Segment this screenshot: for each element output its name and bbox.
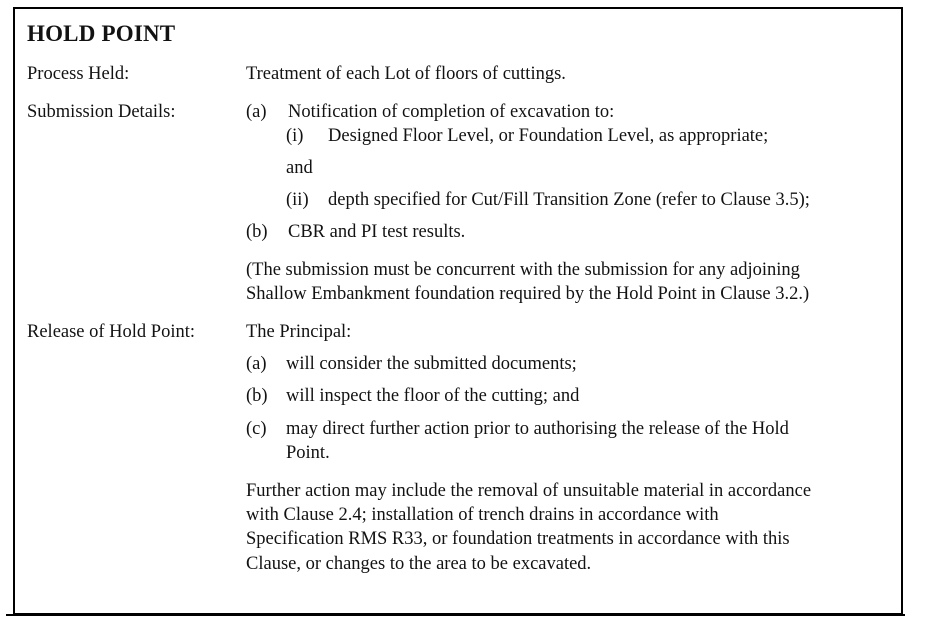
text-submission-a: Notification of completion of excavation to: xyxy=(288,101,615,122)
hold-point-box xyxy=(13,7,903,615)
text-submission-b: CBR and PI test results. xyxy=(288,222,466,243)
label-process-held: Process Held: xyxy=(27,64,130,85)
text-release-a: will consider the submitted documents; xyxy=(286,353,577,374)
text-submission-ii: depth specified for Cut/Fill Transition Zone (refer to Clause 3.5); xyxy=(328,189,810,210)
text-release-c xyxy=(286,417,887,466)
list-item xyxy=(286,188,887,212)
list-item xyxy=(286,124,887,148)
list-item xyxy=(246,100,887,124)
submission-note-line-1: (The submission must be concurrent with the submission for any adjoining xyxy=(246,259,800,280)
row-process-held xyxy=(27,62,887,86)
release-further-line-3: Specification RMS R33, or foundation treatments in accordance with this xyxy=(246,529,790,550)
page-title: HOLD POINT xyxy=(27,21,176,46)
marker-submission-ii: (ii) xyxy=(286,189,309,210)
list-item xyxy=(246,352,887,376)
release-further-line-1: Further action may include the removal of unsuitable material in accordance xyxy=(246,480,812,501)
process-held-text: Treatment of each Lot of floors of cuttings. xyxy=(246,64,566,85)
text-release-c-line-1: may direct further action prior to authorising the release of the Hold xyxy=(286,418,789,439)
label-submission-details: Submission Details: xyxy=(27,101,176,122)
submission-conjunction: and xyxy=(286,157,313,178)
label-release-of-hold-point: Release of Hold Point: xyxy=(27,321,196,342)
bottom-divider xyxy=(6,614,905,616)
release-further-line-2: with Clause 2.4; installation of trench drains in accordance with xyxy=(246,504,719,525)
list-item xyxy=(246,384,887,408)
content-process-held xyxy=(246,62,887,86)
list-item xyxy=(246,417,887,466)
row-submission-details xyxy=(27,100,887,307)
release-intro: The Principal: xyxy=(246,321,352,342)
submission-note xyxy=(246,258,887,307)
marker-submission-i: (i) xyxy=(286,126,304,147)
text-submission-i: Designed Floor Level, or Foundation Level, as appropriate; xyxy=(328,126,769,147)
submission-note-line-2: Shallow Embankment foundation required by the Hold Point in Clause 3.2.) xyxy=(246,284,810,305)
marker-submission-a: (a) xyxy=(246,101,267,122)
marker-release-c: (c) xyxy=(246,418,267,439)
row-release-of-hold-point xyxy=(27,320,887,577)
release-further-line-4: Clause, or changes to the area to be excavated. xyxy=(246,553,592,574)
content-submission-details xyxy=(246,100,887,307)
content-release-of-hold-point xyxy=(246,320,887,577)
release-further-action xyxy=(246,479,887,577)
text-release-c-line-2: Point. xyxy=(286,443,330,464)
list-item xyxy=(246,220,887,244)
marker-submission-b: (b) xyxy=(246,222,268,243)
marker-release-a: (a) xyxy=(246,353,267,374)
text-release-b: will inspect the floor of the cutting; and xyxy=(286,386,580,407)
submission-sub-list xyxy=(286,124,887,212)
marker-release-b: (b) xyxy=(246,386,268,407)
